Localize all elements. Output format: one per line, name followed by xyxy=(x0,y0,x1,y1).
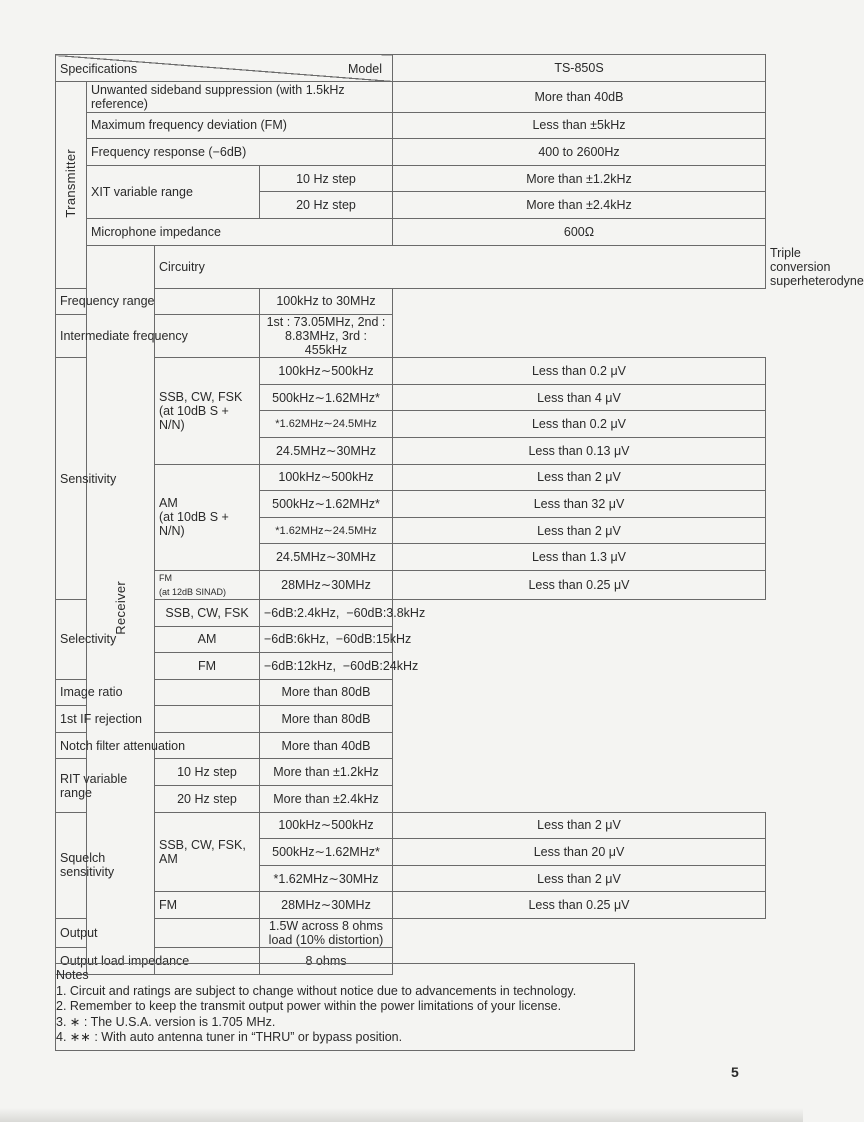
table-row xyxy=(56,812,766,839)
row-label: Maximum frequency deviation (FM) xyxy=(87,112,393,139)
range-label: *1.62MHz∼30MHz xyxy=(260,865,393,892)
table-row xyxy=(56,218,766,245)
sensitivity-label: Sensitivity xyxy=(56,358,87,600)
range-label: 100kHz∼500kHz xyxy=(260,464,393,491)
mode-label: AM xyxy=(155,626,260,653)
range-label: *1.62MHz∼24.5MHz xyxy=(260,517,393,544)
table-row xyxy=(56,732,766,759)
row-label: Notch filter attenuation xyxy=(56,732,260,759)
row-value: Less than 20 μV xyxy=(393,839,766,866)
receiver-section-label: Receiver xyxy=(87,245,155,974)
row-label: Image ratio xyxy=(56,679,260,706)
table-row xyxy=(56,759,766,786)
mode-label: SSB, CW, FSK (at 10dB S + N/N) xyxy=(155,358,260,464)
notes-box xyxy=(55,963,635,1051)
row-value: More than 80dB xyxy=(260,706,393,733)
row-value: More than ±1.2kHz xyxy=(393,165,766,192)
mode-label: SSB, CW, FSK, AM xyxy=(155,812,260,892)
row-value: More than ±2.4kHz xyxy=(260,786,393,813)
range-label: 500kHz∼1.62MHz* xyxy=(260,384,393,411)
range-label: *1.62MHz∼24.5MHz xyxy=(260,411,393,438)
page-number: 5 xyxy=(731,1064,739,1080)
row-value: −6dB:2.4kHz, −60dB:3.8kHz xyxy=(260,599,393,626)
row-value: 1.5W across 8 ohms load (10% distortion) xyxy=(260,919,393,948)
step-label: 10 Hz step xyxy=(155,759,260,786)
table-row xyxy=(56,570,766,599)
row-value: 8 ohms xyxy=(260,948,393,975)
row-value: −6dB:6kHz, −60dB:15kHz xyxy=(260,626,393,653)
header-diagonal-cell xyxy=(56,55,393,82)
row-value: 400 to 2600Hz xyxy=(393,139,766,166)
row-value: Less than 0.25 μV xyxy=(393,892,766,919)
transmitter-section-label: Transmitter xyxy=(56,81,87,288)
specifications-table xyxy=(55,54,864,975)
step-label: 20 Hz step xyxy=(260,192,393,219)
row-value: More than 80dB xyxy=(260,679,393,706)
table-row xyxy=(56,919,766,948)
mode-label: SSB, CW, FSK xyxy=(155,599,260,626)
mode-label: FM (at 12dB SINAD) xyxy=(155,570,260,599)
table-row xyxy=(56,706,766,733)
row-value: 1st : 73.05MHz, 2nd : 8.83MHz, 3rd : 455kHz xyxy=(260,315,393,358)
row-label: Microphone impedance xyxy=(87,218,393,245)
row-value: 100kHz to 30MHz xyxy=(260,288,393,315)
row-value: Less than 2 μV xyxy=(393,812,766,839)
specifications-heading: Specifications xyxy=(60,62,138,76)
table-row: Receiver Circuitry Triple conversion superheterodyne xyxy=(56,245,766,288)
table-row xyxy=(56,315,766,358)
row-label: Output load impedance xyxy=(56,948,260,975)
notes-title: Notes xyxy=(56,968,89,982)
table-row xyxy=(56,464,766,491)
range-label: 500kHz∼1.62MHz* xyxy=(260,491,393,518)
range-label: 24.5MHz∼30MHz xyxy=(260,544,393,571)
range-label: 28MHz∼30MHz xyxy=(260,570,393,599)
row-value: 600Ω xyxy=(393,218,766,245)
row-label: 1st IF rejection xyxy=(56,706,260,733)
row-value: Less than 2 μV xyxy=(393,517,766,544)
step-label: 10 Hz step xyxy=(260,165,393,192)
range-label: 24.5MHz∼30MHz xyxy=(260,437,393,464)
row-value: Less than 4 μV xyxy=(393,384,766,411)
mode-label: FM xyxy=(155,892,260,919)
row-label: RIT variable range xyxy=(56,759,155,812)
row-label: Unwanted sideband suppression (with 1.5kHz reference) xyxy=(87,81,393,112)
mode-label: FM xyxy=(155,653,260,680)
range-label: 28MHz∼30MHz xyxy=(260,892,393,919)
note-item: 2. Remember to keep the transmit output power within the power limitations of your license. xyxy=(56,999,562,1013)
table-row xyxy=(56,288,766,315)
row-label: Frequency range xyxy=(56,288,260,315)
row-label: Circuitry xyxy=(155,245,766,288)
row-label: XIT variable range xyxy=(87,165,260,218)
row-value: Less than 2 μV xyxy=(393,464,766,491)
row-value: More than ±1.2kHz xyxy=(260,759,393,786)
note-item: 3. ∗ : The U.S.A. version is 1.705 MHz. xyxy=(56,1014,276,1029)
table-row xyxy=(56,599,766,626)
table-row xyxy=(56,626,766,653)
table-row xyxy=(56,892,766,919)
row-value: More than 40dB xyxy=(393,81,766,112)
row-value: Less than 2 μV xyxy=(393,865,766,892)
model-name: TS-850S xyxy=(393,55,766,82)
row-value: Less than 0.2 μV xyxy=(393,411,766,438)
row-value: Less than 32 μV xyxy=(393,491,766,518)
table-row xyxy=(56,81,766,112)
table-row xyxy=(56,358,766,385)
table-row xyxy=(56,653,766,680)
note-item: 1. Circuit and ratings are subject to change without notice due to advancements in technology. xyxy=(56,983,577,998)
row-label: Output xyxy=(56,919,260,948)
table-row xyxy=(56,786,766,813)
range-label: 100kHz∼500kHz xyxy=(260,812,393,839)
table-row xyxy=(56,679,766,706)
mode-label: AM (at 10dB S + N/N) xyxy=(155,464,260,570)
table-row xyxy=(56,165,766,192)
row-value: More than ±2.4kHz xyxy=(393,192,766,219)
row-value: Less than ±5kHz xyxy=(393,112,766,139)
row-label: Intermediate frequency xyxy=(56,315,260,358)
row-value: Less than 0.25 μV xyxy=(393,570,766,599)
row-value: Less than 1.3 μV xyxy=(393,544,766,571)
header-row xyxy=(56,55,766,82)
table-row xyxy=(56,139,766,166)
squelch-label: Squelch sensitivity xyxy=(56,812,87,918)
row-value: More than 40dB xyxy=(260,732,393,759)
note-item: 4. ∗∗ : With auto antenna tuner in “THRU” or bypass position. xyxy=(56,1030,403,1044)
row-value: Less than 0.2 μV xyxy=(393,358,766,385)
row-value: −6dB:12kHz, −60dB:24kHz xyxy=(260,653,393,680)
step-label: 20 Hz step xyxy=(155,786,260,813)
row-value: Less than 0.13 μV xyxy=(393,437,766,464)
model-heading: Model xyxy=(347,62,382,76)
page-edge xyxy=(0,1108,803,1122)
row-label: Frequency response (−6dB) xyxy=(87,139,393,166)
range-label: 500kHz∼1.62MHz* xyxy=(260,839,393,866)
table-row xyxy=(56,112,766,139)
range-label: 100kHz∼500kHz xyxy=(260,358,393,385)
selectivity-label: Selectivity xyxy=(56,599,155,679)
